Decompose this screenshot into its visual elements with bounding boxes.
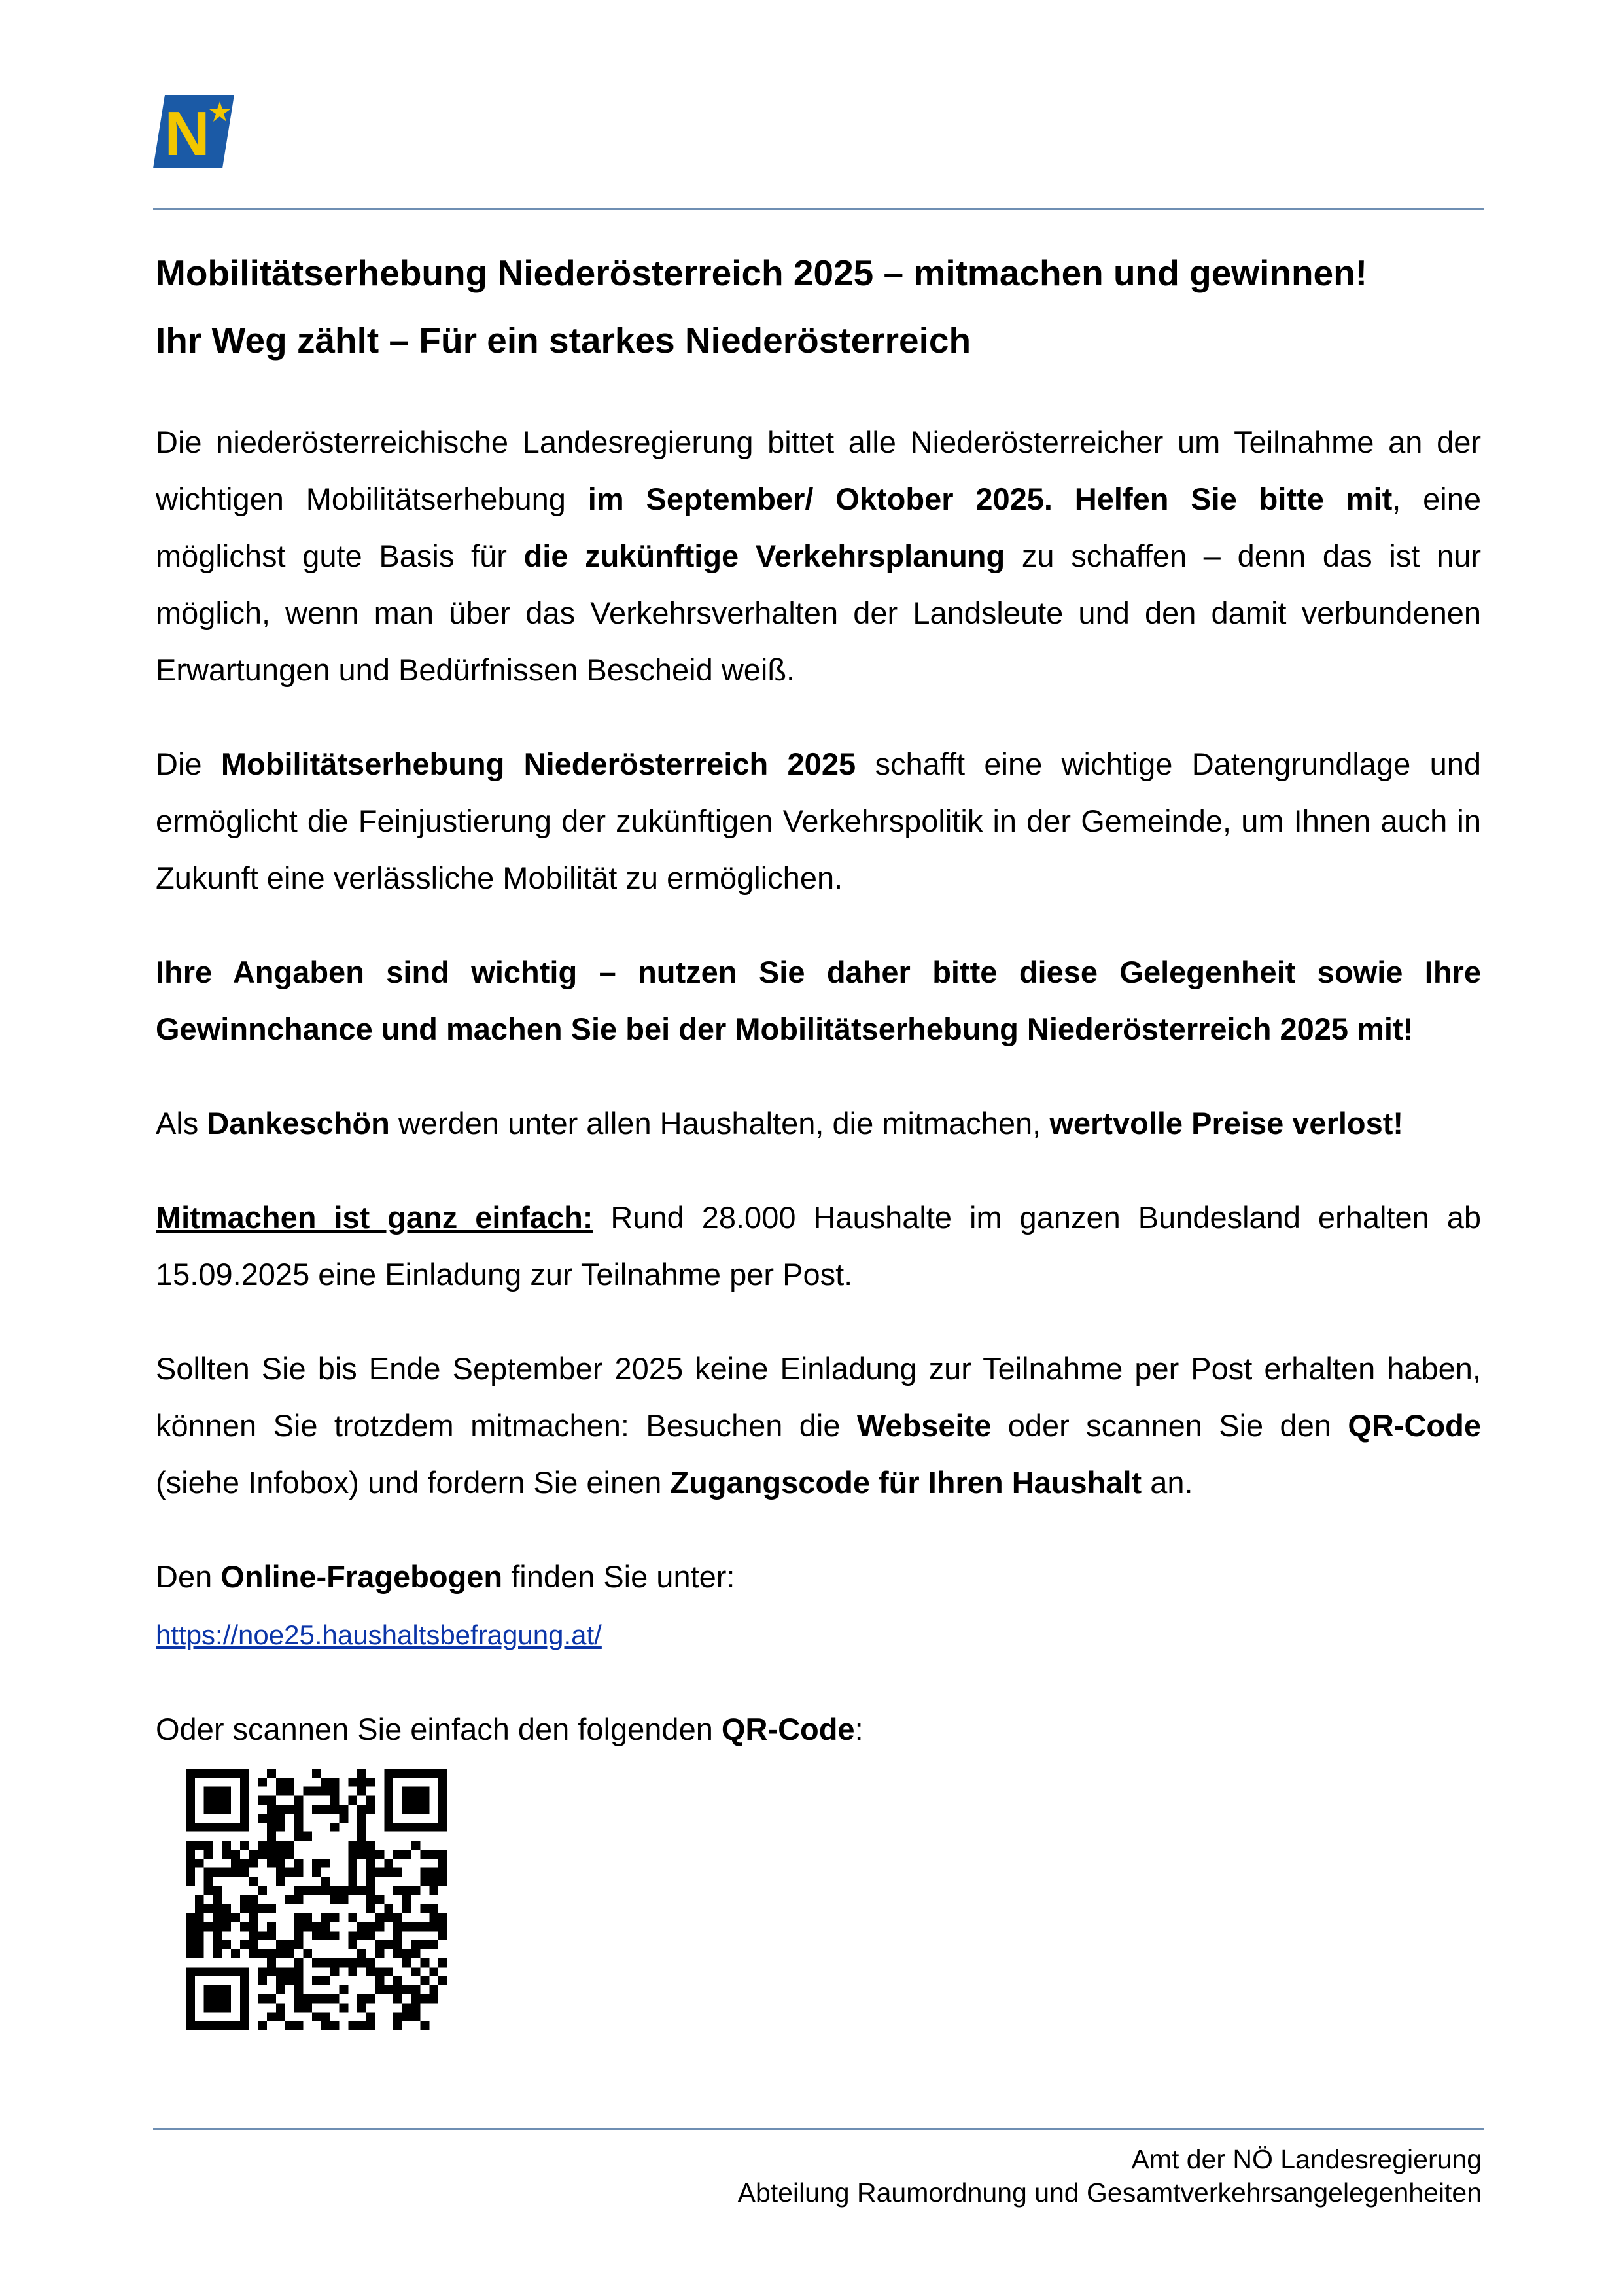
document-body <box>156 239 1481 1757</box>
footer-divider <box>153 2128 1484 2130</box>
paragraph-no-invitation: Sollten Sie bis Ende September 2025 keine Einladung zur Teilnahme per Post erhalten haben, können Sie trotzdem mitmachen: Besuchen die Webseite oder scannen Sie den QR-Code (siehe Infobox) und fordern Sie einen Zugangscode für Ihren Haushalt an. <box>156 1351 1481 1500</box>
footer <box>738 2143 1482 2210</box>
footer-department: Abteilung Raumordnung und Gesamtverkehrsangelegenheiten <box>737 2178 1482 2208</box>
noe-logo-icon <box>153 95 234 168</box>
survey-link[interactable]: https://noe25.haushaltsbefragung.at/ <box>156 1619 602 1650</box>
footer-office: Amt der NÖ Landesregierung <box>1131 2144 1482 2174</box>
paragraph-how-to: Mitmachen ist ganz einfach: Rund 28.000 Haushalte im ganzen Bundesland erhalten ab 15.09.2025 eine Einladung zur Teilnahme per Post. <box>156 1200 1481 1292</box>
document-title: Mobilitätserhebung Niederösterreich 2025 – mitmachen und gewinnen! <box>156 253 1368 293</box>
qr-code-icon[interactable] <box>186 1769 447 2030</box>
paragraph-intro: Die niederösterreichische Landesregierung bittet alle Niederösterreicher um Teilnahme an der wichtigen Mobilitätserhebung im September/ Oktober 2025. Helfen Sie bitte mit, eine möglichst gute Basis für die zukünftige Verkehrsplanung zu schaffen – denn das ist nur möglich, wenn man über das Verkehrsverhalten der Landsleute und den damit verbundenen Erwartungen und Bedürfnissen Bescheid weiß. <box>156 425 1481 687</box>
document-subtitle: Ihr Weg zählt – Für ein starkes Niederösterreich <box>156 320 971 361</box>
paragraph-online-form: Den Online-Fragebogen finden Sie unter: https://noe25.haushaltsbefragung.at/ <box>156 1559 735 1650</box>
paragraph-qr-hint: Oder scannen Sie einfach den folgenden QR-Code: <box>156 1712 864 1746</box>
paragraph-call-to-action: Ihre Angaben sind wichtig – nutzen Sie daher bitte diese Gelegenheit sowie Ihre Gewinnchance und machen Sie bei der Mobilitätserhebung Niederösterreich 2025 mit! <box>156 955 1481 1046</box>
paragraph-survey-purpose: Die Mobilitätserhebung Niederösterreich 2025 schafft eine wichtige Datengrundlage und ermöglicht die Feinjustierung der zukünftigen Verkehrspolitik in der Gemeinde, um Ihnen auch in Zukunft eine verlässliche Mobilität zu ermöglichen. <box>156 747 1481 895</box>
svg-text:N: N <box>164 99 210 168</box>
header-divider <box>153 208 1484 210</box>
paragraph-prizes: Als Dankeschön werden unter allen Haushalten, die mitmachen, wertvolle Preise verlost! <box>156 1106 1404 1140</box>
